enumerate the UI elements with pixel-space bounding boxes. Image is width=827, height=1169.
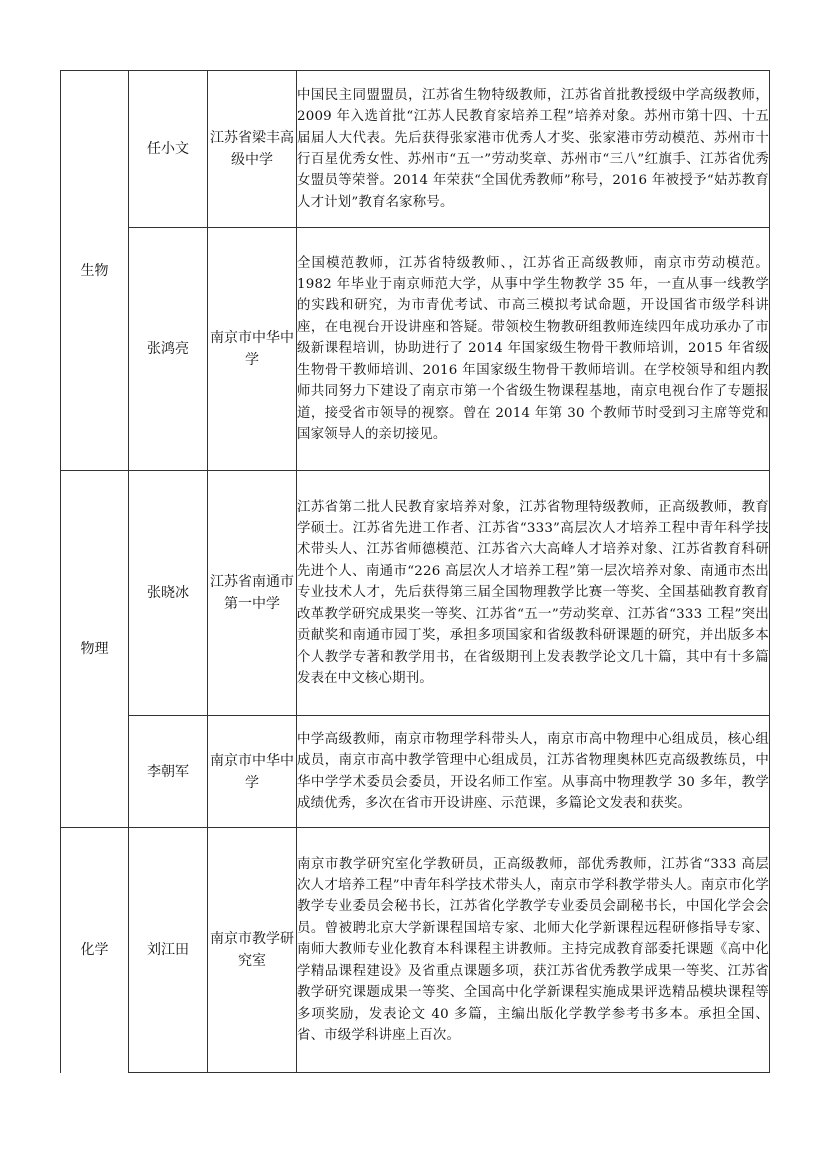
table-row bbox=[61, 716, 770, 828]
teacher-name: 刘江田 bbox=[129, 828, 208, 1073]
subject-cell: 生物 bbox=[61, 71, 129, 471]
teacher-school: 南京市中华中学 bbox=[208, 228, 297, 471]
teacher-school: 江苏省南通市第一中学 bbox=[208, 471, 297, 716]
teacher-name: 李朝军 bbox=[129, 716, 208, 828]
teacher-description: 江苏省第二批人民教育家培养对象，江苏省物理特级教师，正高级教师，教育学硕士。江苏省先进工作者、江苏省“333”高层次人才培养工程中青年科学技术带头人、江苏省师德模范、江苏省六大高峰人才培养对象、江苏省教育科研先进个人、南通市“226 高层次人才培养工程”第一层次培养对象、南通市杰出专业技术人才，先后获得第三届全国物理教学比赛一等奖、全国基础教育教育改革教学研究成果奖一等奖、江苏省“五一”劳动奖章、江苏省“333 工程”突出贡献奖和南通市园丁奖，承担多项国家和省级教科研课题的研究，并出版多本个人教学专著和教学用书，在省级期刊上发表教学论文几十篇，其中有十多篇发表在中文核心期刊。 bbox=[297, 471, 770, 716]
subject-cell: 化学 bbox=[61, 828, 129, 1073]
teacher-name: 张晓冰 bbox=[129, 471, 208, 716]
subject-cell: 物理 bbox=[61, 471, 129, 828]
table-row bbox=[61, 471, 770, 716]
teacher-description: 中国民主同盟盟员，江苏省生物特级教师，江苏省首批教授级中学高级教师，2009 年入选首批“江苏人民教育家培养工程”培养对象。苏州市第十四、十五届届人大代表。先后获得张家港市优秀人才奖、张家港市劳动模范、苏州市十行百星优秀女性、苏州市“五一”劳动奖章、苏州市“三八”红旗手、江苏省优秀女盟员等荣誉。2014 年荣获“全国优秀教师”称号，2016 年被授予“姑苏教育人才计划”教育名家称号。 bbox=[297, 71, 770, 228]
table-row bbox=[61, 71, 770, 228]
teacher-name: 任小文 bbox=[129, 71, 208, 228]
teacher-description: 全国模范教师，江苏省特级教师、，江苏省正高级教师，南京市劳动模范。1982 年毕业于南京师范大学，从事中学生物教学 35 年，一直从事一线教学的实践和研究，为市青优考试、市高三模拟考试命题，开设国省市级学科讲座，在电视台开设讲座和答疑。带领校生物教研组教师连续四年成功承办了市级新课程培训，协助进行了 2014 年国家级生物骨干教师培训，2015 年省级生物骨干教师培训、2016 年国家级生物骨干教师培训。在学校领导和组内教师共同努力下建设了南京市第一个省级生物课程基地，南京电视台作了专题报道，接受省市领导的视察。曾在 2014 年第 30 个教师节时受到习主席等党和国家领导人的亲切接见。 bbox=[297, 228, 770, 471]
teacher-table bbox=[60, 70, 770, 1073]
table-row bbox=[61, 228, 770, 471]
teacher-description: 中学高级教师，南京市物理学科带头人，南京市高中物理中心组成员，核心组成员，南京市高中教学管理中心组成员，江苏省物理奥林匹克高级教练员，中华中学学术委员会委员，开设名师工作室。从事高中物理教学 30 多年，教学成绩优秀，多次在省市开设讲座、示范课，多篇论文发表和获奖。 bbox=[297, 716, 770, 828]
teacher-name: 张鸿亮 bbox=[129, 228, 208, 471]
teacher-school: 南京市教学研究室 bbox=[208, 828, 297, 1073]
teacher-school: 江苏省梁丰高级中学 bbox=[208, 71, 297, 228]
teacher-description: 南京市教学研究室化学教研员，正高级教师，部优秀教师，江苏省“333 高层次人才培养工程”中青年科学技术带头人，南京市学科教学带头人。南京市化学教学专业委员会秘书长，江苏省化学教学专业委员会副秘书长，中国化学会会员。曾被聘北京大学新课程国培专家、北师大化学新课程远程研修指导专家、南师大教师专业化教育本科课程主讲教师。主持完成教育部委托课题《高中化学精品课程建设》及省重点课题多项，获江苏省优秀教学成果一等奖、江苏省教学研究课题成果一等奖、全国高中化学新课程实施成果评选精品模块课程等多项奖励，发表论文 40 多篇，主编出版化学教学参考书多本。承担全国、省、市级学科讲座上百次。 bbox=[297, 828, 770, 1073]
table-row bbox=[61, 828, 770, 1073]
teacher-school: 南京市中华中学 bbox=[208, 716, 297, 828]
